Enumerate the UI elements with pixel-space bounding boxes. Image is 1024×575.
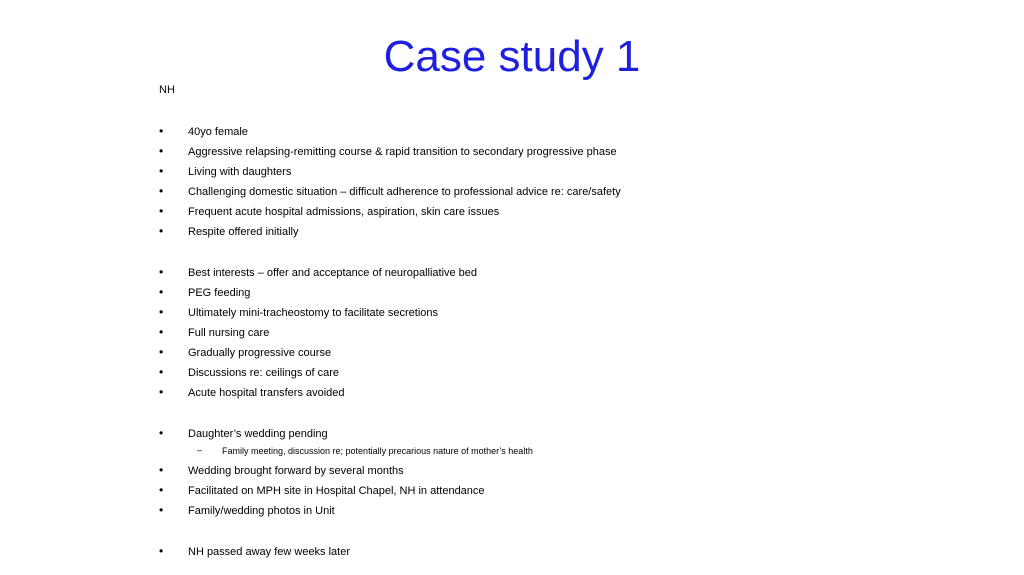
bullet-icon: • bbox=[159, 265, 164, 279]
bullet-text: NH passed away few weeks later bbox=[188, 546, 351, 558]
bullet-icon: • bbox=[159, 184, 164, 198]
patient-initials: NH bbox=[159, 84, 175, 96]
slide-title: Case study 1 bbox=[383, 32, 641, 81]
bullet-text: Full nursing care bbox=[188, 327, 270, 339]
bullet-icon: • bbox=[159, 144, 164, 158]
bullet-text: Respite offered initially bbox=[188, 226, 299, 238]
bullet-icon: • bbox=[159, 124, 164, 138]
bullet-icon: • bbox=[159, 164, 164, 178]
bullet-icon: • bbox=[159, 544, 164, 558]
bullet-text: Daughter’s wedding pending bbox=[188, 428, 328, 440]
bullet-text: Ultimately mini-tracheostomy to facilitate secretions bbox=[188, 307, 439, 319]
bullet-icon: • bbox=[159, 483, 164, 497]
bullet-icon: • bbox=[159, 345, 164, 359]
bullet-icon: • bbox=[159, 285, 164, 299]
bullet-icon: • bbox=[159, 325, 164, 339]
bullet-text: Gradually progressive course bbox=[188, 347, 332, 359]
bullet-icon: • bbox=[159, 463, 164, 477]
bullet-icon: • bbox=[159, 503, 164, 517]
bullet-icon: • bbox=[159, 426, 164, 440]
sub-bullet-text: Family meeting, discussion re; potentially precarious nature of mother’s health bbox=[222, 446, 533, 456]
bullet-icon: • bbox=[159, 365, 164, 379]
bullet-text: Facilitated on MPH site in Hospital Chapel, NH in attendance bbox=[188, 485, 485, 497]
bullet-text: Family/wedding photos in Unit bbox=[188, 505, 335, 517]
bullet-text: Acute hospital transfers avoided bbox=[188, 387, 345, 399]
bullet-icon: • bbox=[159, 305, 164, 319]
dash-icon: – bbox=[197, 445, 203, 455]
bullet-text: Frequent acute hospital admissions, aspiration, skin care issues bbox=[188, 206, 500, 218]
bullet-text: Aggressive relapsing-remitting course & rapid transition to secondary progressive phase bbox=[188, 146, 617, 158]
bullet-text: Challenging domestic situation – difficult adherence to professional advice re: care/safety bbox=[188, 186, 621, 198]
bullet-icon: • bbox=[159, 224, 164, 238]
bullet-icon: • bbox=[159, 204, 164, 218]
bullet-text: 40yo female bbox=[188, 126, 248, 138]
bullet-icon: • bbox=[159, 385, 164, 399]
bullet-text: Wedding brought forward by several months bbox=[188, 465, 404, 477]
bullet-text: Living with daughters bbox=[188, 166, 292, 178]
bullet-text: PEG feeding bbox=[188, 287, 251, 299]
bullet-text: Discussions re: ceilings of care bbox=[188, 367, 340, 379]
bullet-text: Best interests – offer and acceptance of neuropalliative bed bbox=[188, 267, 478, 279]
